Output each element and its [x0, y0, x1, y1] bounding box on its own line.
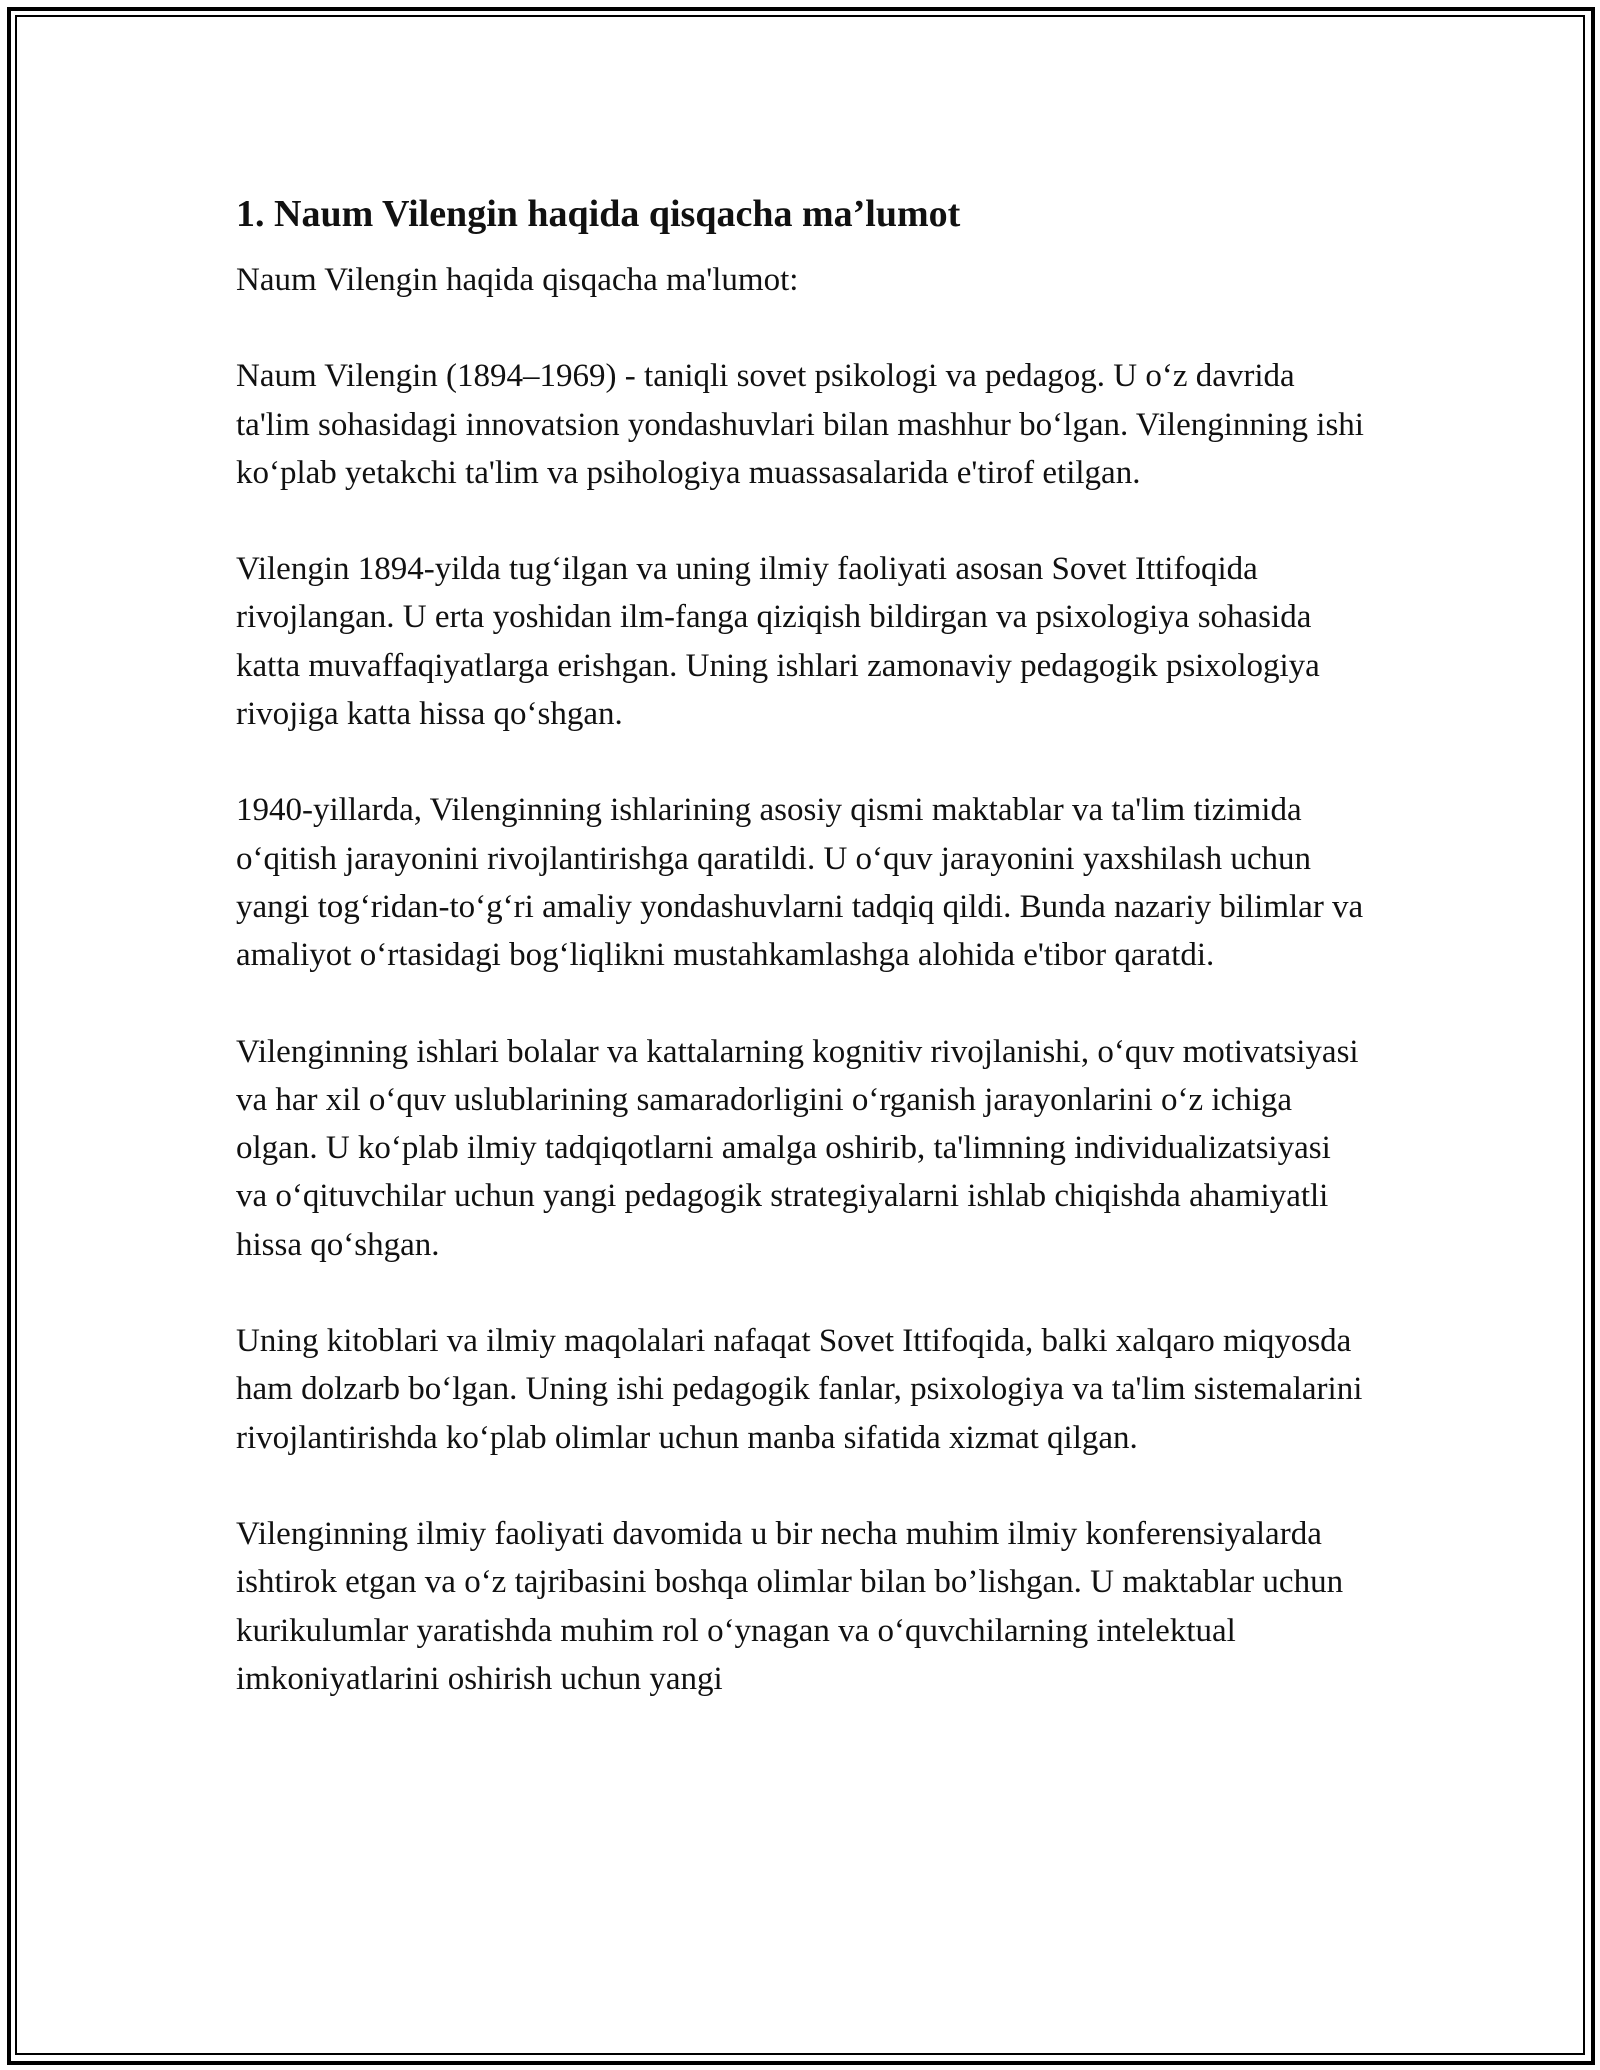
- publications-paragraph: Uning kitoblari va ilmiy maqolalari nafaqat Sovet Ittifoqida, balki xalqaro miqyosda ham dolzarb bo‘lgan. Uning ishi pedagogik fanlar, psixologiya va ta'lim sistemalarini rivojlantirishda ko‘plab olimlar uchun manba sifatida xizmat qilgan.: [236, 1323, 1363, 1456]
- document-body: [236, 186, 1366, 1751]
- document-heading: 1. Naum Vilengin haqida qisqacha ma’lumot: [236, 193, 961, 235]
- conferences-paragraph: Vilenginning ilmiy faoliyati davomida u bir necha muhim ilmiy konferensiyalarda ishtirok etgan va o‘z tajribasini boshqa olimlar bilan bo’lishgan. U maktablar uchun kurikulumlar yaratishda muhim rol o‘ynagan va o‘quvchilarning intelektual imkoniyatlarini oshirish uchun yangi: [236, 1515, 1344, 1697]
- 1940s-work-paragraph: 1940-yillarda, Vilenginning ishlarining asosiy qismi maktablar va ta'lim tizimida o‘qitish jarayonini rivojlantirishga qaratildi. U o‘quv jarayonini yaxshilash uchun yangi tog‘ridan-to‘g‘ri amaliy yondashuvlarni tadqiq qildi. Bunda nazariy bilimlar va amaliyot o‘rtasidagi bog‘liqlikni mustahkamlashga alohida e'tibor qaratdi.: [236, 792, 1364, 974]
- intro-paragraph: Naum Vilengin haqida qisqacha ma'lumot:: [236, 262, 799, 298]
- research-areas-paragraph: Vilenginning ishlari bolalar va kattalarning kognitiv rivojlanishi, o‘quv motivatsiyasi va har xil o‘quv uslublarining samaradorligini o‘rganish jarayonlarini o‘z ichiga olgan. U ko‘plab ilmiy tadqiqotlarni amalga oshirib, ta'limning individualizatsiyasi va o‘qituvchilar uchun yangi pedagogik strategiyalarni ishlab chiqishda ahamiyatli hissa qo‘shgan.: [236, 1033, 1359, 1263]
- early-life-paragraph: Vilengin 1894-yilda tug‘ilgan va uning ilmiy faoliyati asosan Sovet Ittifoqida rivojlangan. U erta yoshidan ilm-fanga qiziqish bildirgan va psixologiya sohasida katta muvaffaqiyatlarga erishgan. Uning ishlari zamonaviy pedagogik psixologiya rivojiga katta hissa qo‘shgan.: [236, 551, 1320, 733]
- biography-paragraph: Naum Vilengin (1894–1969) - taniqli sovet psikologi va pedagog. U o‘z davrida ta'lim sohasidagi innovatsion yondashuvlari bilan mashhur bo‘lgan. Vilenginning ishi ko‘plab yetakchi ta'lim va psihologiya muassasalarida e'tirof etilgan.: [236, 358, 1364, 491]
